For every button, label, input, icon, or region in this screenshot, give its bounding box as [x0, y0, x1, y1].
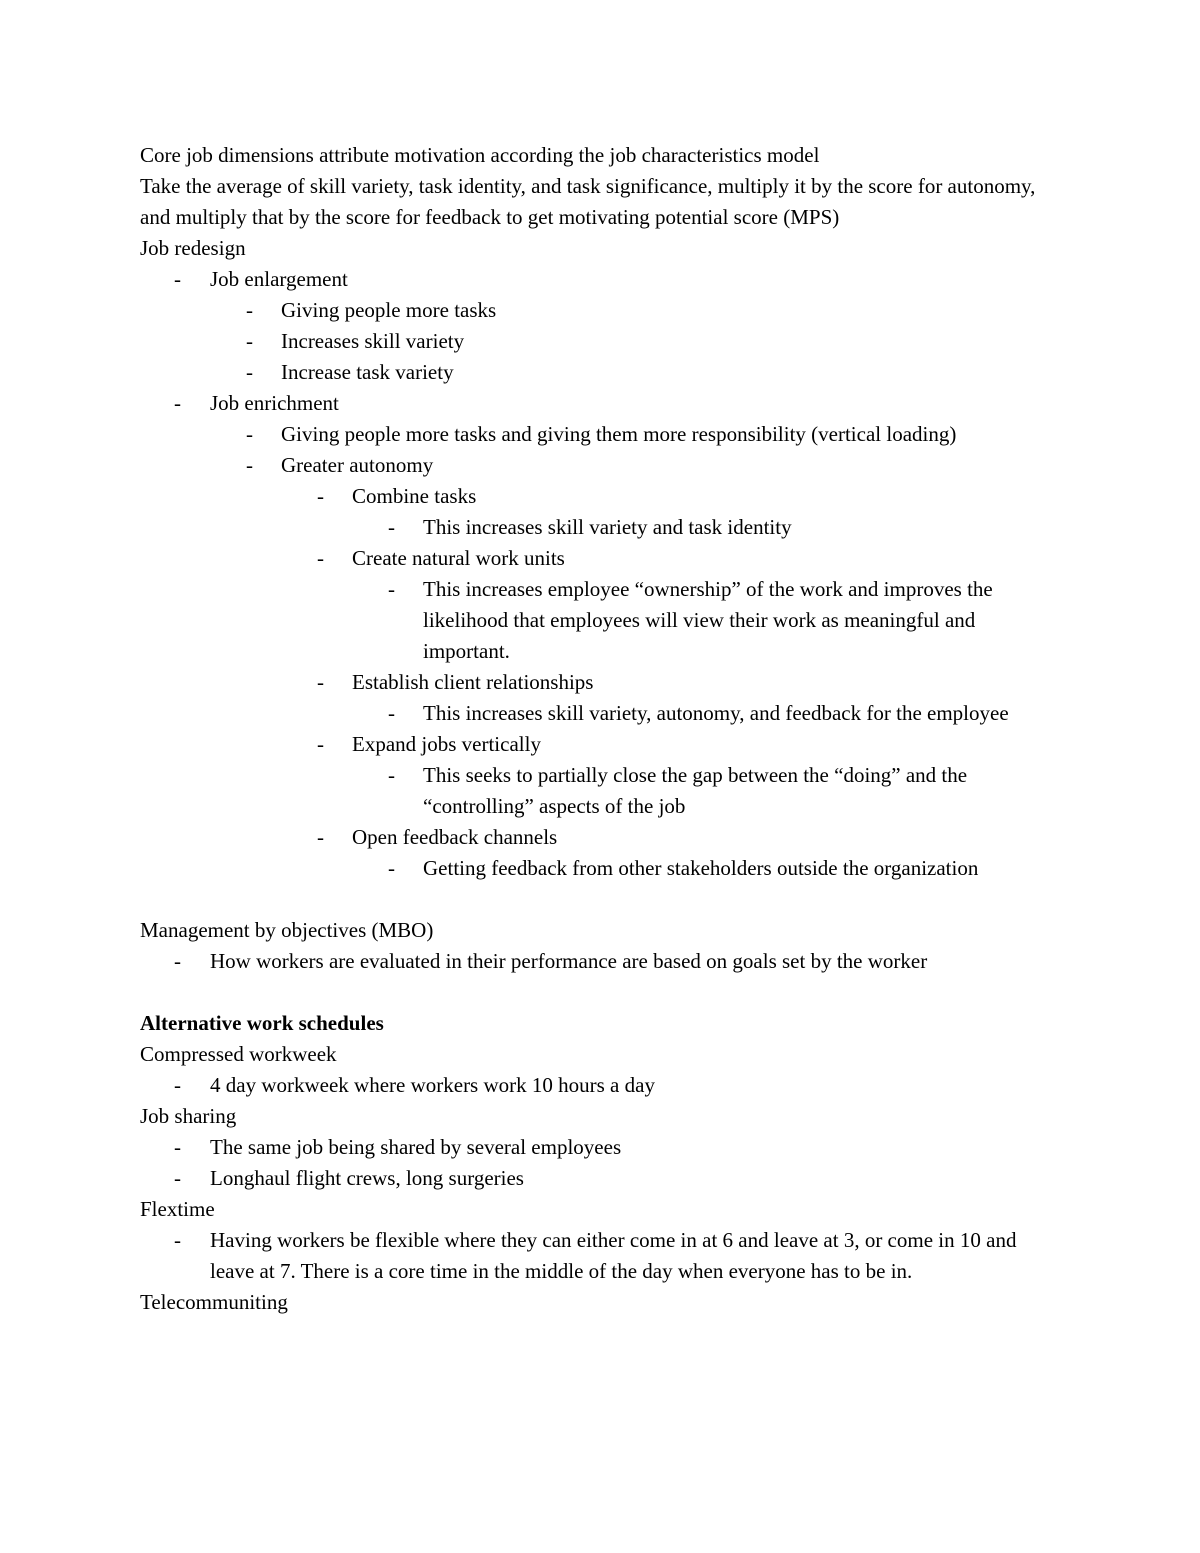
- list-item: [140, 698, 1060, 729]
- blank-line: [140, 884, 1060, 915]
- list-item: [140, 543, 1060, 574]
- list-item: [140, 667, 1060, 698]
- list-item-text: Increases skill variety: [281, 329, 465, 353]
- list-item: [140, 512, 1060, 543]
- list-item: [140, 946, 1060, 977]
- list-item: [140, 729, 1060, 760]
- list-item-text: How workers are evaluated in their performance are based on goals set by the worker: [210, 949, 928, 973]
- list-item-text: Expand jobs vertically: [352, 732, 541, 756]
- list-item-text: 4 day workweek where workers work 10 hours a day: [210, 1073, 655, 1097]
- bullet-dash: -: [246, 360, 253, 384]
- mps-title: Core job dimensions attribute motivation according the job characteristics model: [140, 143, 820, 167]
- list-item: [140, 822, 1060, 853]
- section-heading: Alternative work schedules: [140, 1011, 384, 1035]
- bullet-dash: -: [388, 701, 395, 725]
- list-item: [140, 388, 1060, 419]
- job-enrichment-label: Job enrichment: [210, 391, 339, 415]
- job-redesign-title: Job redesign: [140, 236, 246, 260]
- document-body: [140, 140, 1060, 1318]
- list-item-text: Giving people more tasks: [281, 298, 497, 322]
- bullet-dash: -: [174, 1073, 181, 1097]
- list-item-text: Increase task variety: [281, 360, 454, 384]
- list-item-text: Establish client relationships: [352, 670, 594, 694]
- compressed-workweek-title: Compressed workweek: [140, 1042, 337, 1066]
- list-item-text: This seeks to partially close the gap between the “doing” and the “controlling” aspects of the job: [423, 763, 968, 818]
- list-item-text: Getting feedback from other stakeholders outside the organization: [423, 856, 979, 880]
- list-item: [140, 1163, 1060, 1194]
- list-item-text: Having workers be flexible where they can either come in at 6 and leave at 3, or come in 10 and leave at 7. There is a core time in the middle of the day when everyone has to be in.: [210, 1228, 1017, 1283]
- bullet-dash: -: [174, 267, 181, 291]
- bullet-dash: -: [246, 298, 253, 322]
- list-item: [140, 574, 1060, 667]
- bullet-dash: -: [174, 1135, 181, 1159]
- bullet-dash: -: [246, 453, 253, 477]
- list-item-text: The same job being shared by several employees: [210, 1135, 622, 1159]
- bullet-dash: -: [388, 763, 395, 787]
- list-item-text: This increases employee “ownership” of the work and improves the likelihood that employees will view their work as meaningful and important.: [423, 577, 993, 663]
- job-enlargement-label: Job enlargement: [210, 267, 348, 291]
- list-item: [140, 853, 1060, 884]
- bullet-dash: -: [388, 856, 395, 880]
- bullet-dash: -: [388, 515, 395, 539]
- list-item-text: This increases skill variety, autonomy, and feedback for the employee: [423, 701, 1009, 725]
- list-item-text: Giving people more tasks and giving them more responsibility (vertical loading): [281, 422, 957, 446]
- list-item-text: This increases skill variety and task identity: [423, 515, 792, 539]
- list-item: [140, 1225, 1060, 1287]
- list-item: [140, 1070, 1060, 1101]
- bullet-dash: -: [174, 1166, 181, 1190]
- list-item: [140, 295, 1060, 326]
- bullet-dash: -: [246, 329, 253, 353]
- list-item: [140, 760, 1060, 822]
- bullet-dash: -: [317, 546, 324, 570]
- blank-line: [140, 977, 1060, 1008]
- list-item-text: Greater autonomy: [281, 453, 434, 477]
- mps-formula: Take the average of skill variety, task identity, and task significance, multiply it by the score for autonomy, and multiply that by the score for feedback to get motivating potential score (MPS): [140, 174, 1036, 229]
- bullet-dash: -: [174, 391, 181, 415]
- telecommuting-title: Telecommuniting: [140, 1290, 288, 1314]
- bullet-dash: -: [174, 1228, 181, 1252]
- list-item-text: Longhaul flight crews, long surgeries: [210, 1166, 524, 1190]
- job-sharing-title: Job sharing: [140, 1104, 237, 1128]
- bullet-dash: -: [174, 949, 181, 973]
- list-item-text: Open feedback channels: [352, 825, 558, 849]
- list-item: [140, 1132, 1060, 1163]
- list-item: [140, 450, 1060, 481]
- list-item: [140, 419, 1060, 450]
- bullet-dash: -: [246, 422, 253, 446]
- list-item: [140, 264, 1060, 295]
- bullet-dash: -: [388, 577, 395, 601]
- bullet-dash: -: [317, 825, 324, 849]
- mbo-title: Management by objectives (MBO): [140, 918, 434, 942]
- list-item: [140, 357, 1060, 388]
- bullet-dash: -: [317, 484, 324, 508]
- flextime-title: Flextime: [140, 1197, 215, 1221]
- bullet-dash: -: [317, 732, 324, 756]
- list-item: [140, 326, 1060, 357]
- bullet-dash: -: [317, 670, 324, 694]
- list-item: [140, 481, 1060, 512]
- list-item-text: Combine tasks: [352, 484, 477, 508]
- list-item-text: Create natural work units: [352, 546, 565, 570]
